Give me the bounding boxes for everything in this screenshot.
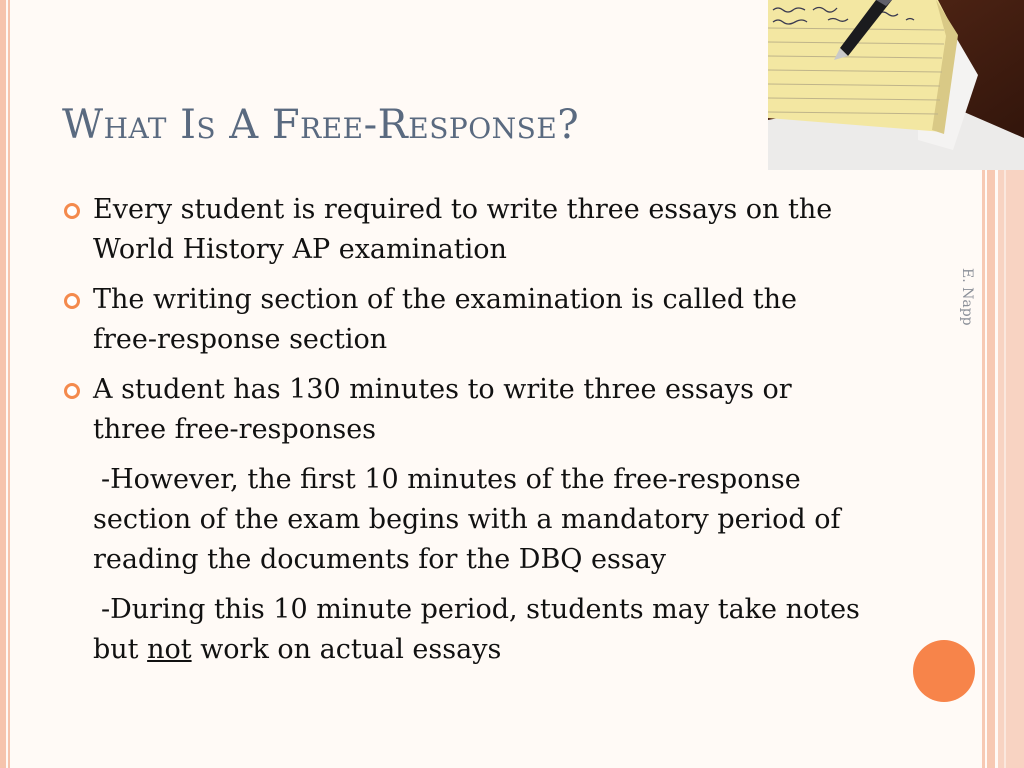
bullet-text: Every student is required to write three essays on the World History AP examination [93, 194, 833, 265]
sub-point-text: work on actual essays [191, 634, 502, 665]
left-border-stripe [0, 0, 6, 768]
emphasis-text: not [147, 634, 192, 665]
author-label: E. Napp [959, 268, 975, 326]
bullet-ring-icon [64, 293, 80, 309]
sub-point [62, 460, 862, 580]
orange-circle-icon [913, 640, 975, 702]
left-border-stripe-thin [8, 0, 10, 768]
slide-content [62, 190, 862, 680]
bullet-text: A student has 130 minutes to write three essays or three free-responses [93, 374, 792, 445]
bullet-item [62, 280, 862, 360]
bullet-ring-icon [64, 383, 80, 399]
right-border-stripe [1004, 170, 1006, 768]
slide-title: What Is A Free-Response? [62, 102, 580, 148]
notebook-photo [768, 0, 1024, 170]
sub-point-text: -However, the first 10 minutes of the free-response section of the exam begins with a mandatory period of reading the documents for the DBQ essay [93, 464, 841, 575]
right-border-stripe [987, 170, 995, 768]
right-border-stripe [982, 170, 985, 768]
sub-point [62, 590, 862, 670]
right-border-stripe [998, 170, 1024, 768]
bullet-text: The writing section of the examination is called the free-response section [93, 284, 798, 355]
bullet-ring-icon [64, 203, 80, 219]
bullet-item [62, 370, 862, 450]
bullet-item [62, 190, 862, 270]
notebook-pen-image [768, 0, 1024, 170]
sub-point-text: -During this 10 minute period, students may take notes but [93, 594, 860, 665]
